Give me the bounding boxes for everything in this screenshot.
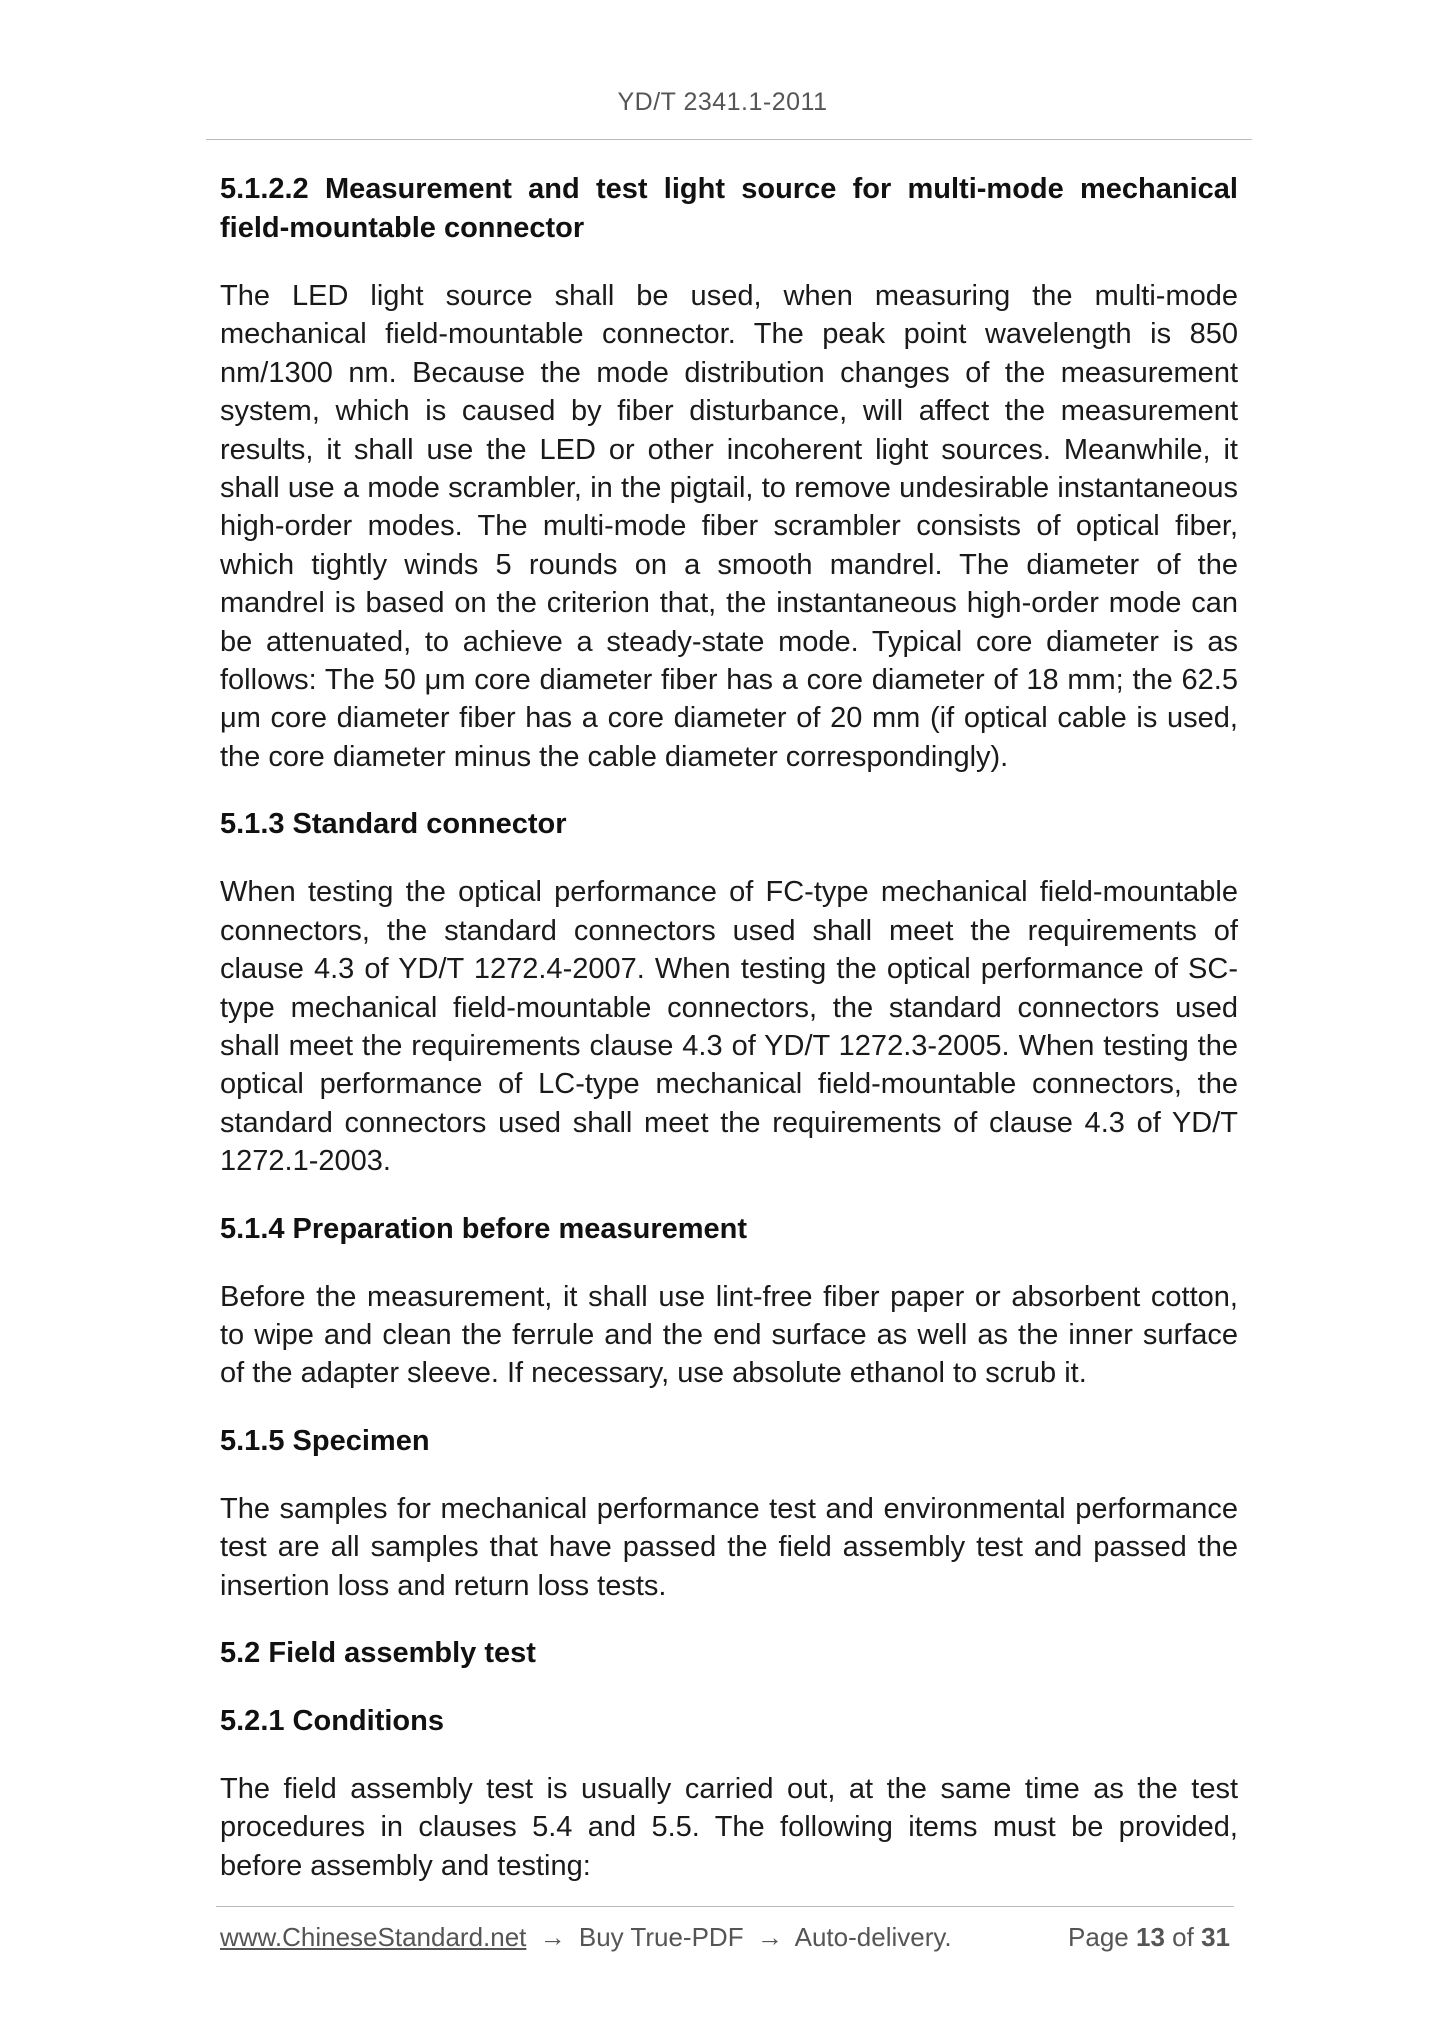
section-body-5-2-1: The field assembly test is usually carried out, at the same time as the test procedures in clauses 5.4 and 5.5. The following items must be provided, before assembly and testing:	[220, 1772, 1238, 1882]
page-label: Page	[1068, 1922, 1129, 1952]
running-header: YD/T 2341.1-2011	[617, 88, 828, 116]
header-divider	[206, 139, 1252, 140]
arrow-right-icon: →	[539, 1922, 566, 1952]
footer-divider	[216, 1906, 1234, 1907]
page-current: 13	[1136, 1922, 1165, 1952]
section-heading-5-1-4: 5.1.4 Preparation before measurement	[220, 1212, 748, 1245]
arrow-right-icon: →	[756, 1922, 783, 1952]
section-heading-5-1-2-2: 5.1.2.2 Measurement and test light source for multi-mode mechanical field-mountable connector	[220, 173, 1238, 244]
section-body-5-1-3: When testing the optical performance of FC-type mechanical field-mountable connectors, the standard connectors used shall meet the requirements of clause 4.3 of YD/T 1272.4-2007. When testing the optical performance of SC-type mechanical field-mountable connectors, the standard connectors used shall meet the requirements clause 4.3 of YD/T 1272.3-2005. When testing the optical performance of LC-type mechanical field-mountable connectors, the standard connectors used shall meet the requirements of clause 4.3 of YD/T 1272.1-2003.	[220, 876, 1238, 1178]
delivery-text: Auto-delivery.	[794, 1922, 952, 1952]
section-heading-5-1-5: 5.1.5 Specimen	[220, 1424, 430, 1457]
section-heading-5-2-1: 5.2.1 Conditions	[220, 1704, 444, 1737]
page-footer	[220, 1922, 1230, 1953]
section-heading-5-1-3: 5.1.3 Standard connector	[220, 808, 567, 841]
section-body-5-1-2-2: The LED light source shall be used, when measuring the multi-mode mechanical field-mountable connector. The peak point wavelength is 850 nm/1300 nm. Because the mode distribution changes of the measurement system, which is caused by fiber disturbance, will affect the measurement results, it shall use the LED or other incoherent light sources. Meanwhile, it shall use a mode scrambler, in the pigtail, to remove undesirable instantaneous high-order modes. The multi-mode fiber scrambler consists of optical fiber, which tightly winds 5 rounds on a smooth mandrel. The diameter of the mandrel is based on the criterion that, the instantaneous high-order mode can be attenuated, to achieve a steady-state mode. Typical core diameter is as follows: The 50 μm core diameter fiber has a core diameter of 18 mm; the 62.5 μm core diameter fiber has a core diameter of 20 mm (if optical cable is used, the core diameter minus the cable diameter correspondingly).	[220, 280, 1238, 773]
page-indicator	[1068, 1922, 1230, 1953]
buy-text: Buy True-PDF	[578, 1922, 744, 1952]
section-heading-5-2: 5.2 Field assembly test	[220, 1636, 536, 1669]
section-body-5-1-5: The samples for mechanical performance test and environmental performance test are all samples that have passed the field assembly test and passed the insertion loss and return loss tests.	[220, 1492, 1238, 1602]
page-of: of	[1172, 1922, 1194, 1952]
page-total: 31	[1201, 1922, 1230, 1952]
section-body-5-1-4: Before the measurement, it shall use lint-free fiber paper or absorbent cotton, to wipe and clean the ferrule and the end surface as well as the inner surface of the adapter sleeve. If necessary, use absolute ethanol to scrub it.	[220, 1280, 1238, 1390]
footer-left	[220, 1922, 952, 1953]
website-link[interactable]: www.ChineseStandard.net	[220, 1922, 527, 1952]
document-body	[220, 170, 1238, 1885]
